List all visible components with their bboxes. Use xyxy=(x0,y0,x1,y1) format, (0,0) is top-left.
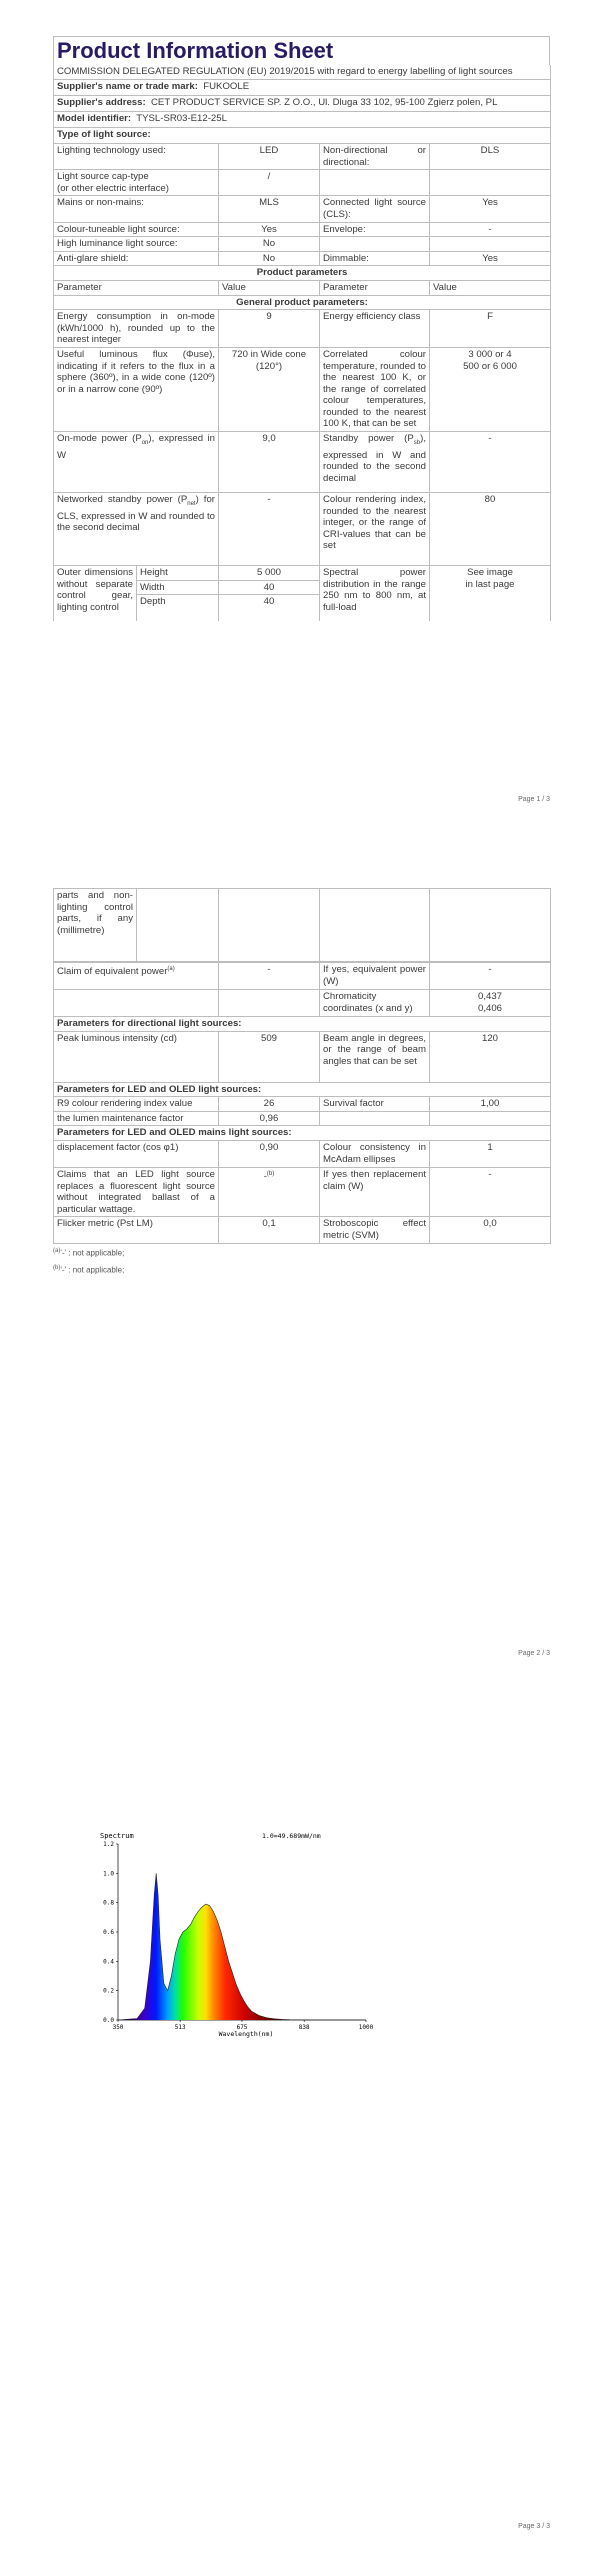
flicker-value: 0,1 xyxy=(219,1217,320,1244)
flux-label: Useful luminous flux (Φuse), indicating if it refers to the flux in a sphere (360º), in a wide cone (120º) or in a narrow cone (90º) xyxy=(54,347,219,431)
x-axis-label: Wavelength(nm) xyxy=(218,2030,274,2038)
if-yes-equiv-label: If yes, equivalent power (W) xyxy=(320,963,430,990)
directional-header: Parameters for directional light sources: xyxy=(54,1017,551,1032)
y-tick-label: 0.2 xyxy=(103,1987,114,1995)
led-oled-mains-header: Parameters for LED and OLED mains light sources: xyxy=(54,1126,551,1141)
cap-type-value: / xyxy=(219,170,320,196)
lumen-maint-value: 0,96 xyxy=(219,1111,320,1126)
cls-label: Connected light source (CLS): xyxy=(320,196,430,222)
footnote-a-sup: (a) xyxy=(53,1248,61,1255)
outer-dim-label: Outer dimensions without separate control gear, lighting control xyxy=(54,566,137,621)
chart-annotation: 1.0=49.689mW/nm xyxy=(262,1832,321,1840)
colour-consistency-value: 1 xyxy=(430,1140,551,1167)
if-yes-replacement-value: - xyxy=(430,1167,551,1216)
onmode-power-rest: ), expressed in W xyxy=(57,433,215,461)
efficiency-label: Energy efficiency class xyxy=(320,310,430,348)
footnote-b xyxy=(53,1261,550,1278)
cct-label: Correlated colour temperature, rounded to the nearest 100 K, or the range of correlated colour temperatures, rounded to the nearest 100 K, that can be set xyxy=(320,347,430,431)
page-2 xyxy=(0,888,603,1668)
dimension-table xyxy=(53,566,551,621)
page-1 xyxy=(0,0,603,820)
footnotes xyxy=(53,1244,550,1277)
net-standby-sub: net xyxy=(187,500,196,507)
spectral-value-1: See image xyxy=(467,567,513,579)
r9-value: 26 xyxy=(219,1097,320,1112)
spectral-value xyxy=(430,566,551,621)
chroma-empty xyxy=(54,990,219,1017)
chroma-y: 0,406 xyxy=(477,1002,502,1014)
cct-value-1: 3 000 or 4 xyxy=(468,348,512,360)
cap-type-line2: (or other electric interface) xyxy=(57,182,169,194)
continuation-table xyxy=(53,888,551,962)
col-parameter-1: Parameter xyxy=(54,280,219,295)
y-axis xyxy=(103,1841,118,2024)
stroboscopic-value: 0,0 xyxy=(430,1217,551,1244)
outer-dim-cont-empty-2 xyxy=(219,889,320,962)
r9-label: R9 colour rendering index value xyxy=(54,1097,219,1112)
x-tick-label: 838 xyxy=(298,2024,310,2031)
regulation-text: COMMISSION DELEGATED REGULATION (EU) 2019/2015 with regard to energy labelling of light sources xyxy=(54,65,551,80)
y-tick-label: 0.6 xyxy=(103,1929,114,1936)
displacement-value: 0,90 xyxy=(219,1140,320,1167)
chroma-empty-2 xyxy=(219,990,320,1017)
y-tick-label: 0.0 xyxy=(103,2017,114,2024)
width-label: Width xyxy=(137,580,219,595)
flux-value: 720 in Wide cone (120°) xyxy=(219,347,320,431)
depth-label: Depth xyxy=(137,595,219,622)
lumen-maint-empty-2 xyxy=(430,1111,551,1126)
page-1-content xyxy=(53,36,550,621)
cct-value xyxy=(430,347,551,431)
equiv-power-sup: (a) xyxy=(167,966,175,972)
chroma-x: 0,437 xyxy=(477,991,502,1002)
equiv-power-text: Claim of equivalent power xyxy=(57,966,168,978)
net-standby-text: Networked standby power (P xyxy=(57,494,188,506)
page-3 xyxy=(0,1780,603,2560)
spectral-label: Spectral power distribution in the range 250 nm to 800 nm, at full-load xyxy=(320,566,430,621)
high-luminance-label: High luminance light source: xyxy=(54,237,219,252)
lumen-maint-label: the lumen maintenance factor xyxy=(54,1111,219,1126)
survival-value: 1,00 xyxy=(430,1097,551,1112)
cap-type-line1: Light source cap-type xyxy=(57,171,149,183)
if-yes-equiv-value: - xyxy=(430,963,551,990)
footnote-a-text: '-' : not applicable; xyxy=(60,1249,125,1258)
standby-sub: sb xyxy=(413,439,421,446)
efficiency-value: F xyxy=(430,310,551,348)
spectrum-area xyxy=(118,1844,366,2020)
col-parameter-2: Parameter xyxy=(320,280,430,295)
x-tick-label: 513 xyxy=(174,2024,186,2031)
width-value: 40 xyxy=(219,580,320,595)
onmode-power-sub: on xyxy=(141,439,149,446)
outer-dim-cont-empty-4 xyxy=(430,889,551,962)
model-label: Model identifier: xyxy=(57,113,132,124)
y-tick-label: 0.8 xyxy=(103,1899,114,1907)
high-luminance-value: No xyxy=(219,237,320,252)
x-tick-label: 350 xyxy=(112,2024,124,2031)
x-tick-label: 1000 xyxy=(358,2024,374,2031)
address-label: Supplier's address: xyxy=(57,97,146,108)
displacement-label: displacement factor (cos φ1) xyxy=(54,1140,219,1167)
envelope-label: Envelope: xyxy=(320,222,430,237)
spectral-value-2: in last page xyxy=(465,578,515,590)
energy-value: 9 xyxy=(219,310,320,348)
equiv-power-value: - xyxy=(219,963,320,990)
footnote-b-sup: (b) xyxy=(53,1265,61,1271)
mains-value: MLS xyxy=(219,196,320,222)
standby-rest: ), expressed in W and rounded to the second decimal xyxy=(323,433,426,484)
supplier-row xyxy=(54,80,551,96)
beam-angle-label: Beam angle in degrees, or the range of beam angles that can be set xyxy=(320,1031,430,1082)
depth-value: 40 xyxy=(219,595,320,622)
claims-led-label: Claims that an LED light source replaces a fluorescent light source without integrated ballast of a particular wattage. xyxy=(54,1167,219,1216)
onmode-power-text: On-mode power (P xyxy=(57,433,142,445)
onmode-power-value: 9,0 xyxy=(219,432,320,493)
outer-dim-cont-empty-3 xyxy=(320,889,430,962)
height-label: Height xyxy=(137,566,219,580)
standby-value: - xyxy=(430,432,551,493)
y-tick-label: 1.0 xyxy=(103,1870,114,1878)
page-2-content xyxy=(53,888,550,1278)
lumen-maint-empty xyxy=(320,1111,430,1126)
page-2-table xyxy=(53,962,551,1244)
peak-intensity-label: Peak luminous intensity (cd) xyxy=(54,1031,219,1082)
address-value: CET PRODUCT SERVICE SP. Z O.O., Ul. Dluga 33 102, 95-100 Zgierz polen, PL xyxy=(151,97,498,108)
mains-label: Mains or non-mains: xyxy=(54,196,219,222)
envelope-value: - xyxy=(430,222,551,237)
net-standby-value: - xyxy=(219,493,320,566)
type-header: Type of light source: xyxy=(54,128,551,144)
survival-label: Survival factor xyxy=(320,1097,430,1112)
cap-type-empty xyxy=(320,170,430,196)
chromaticity-value xyxy=(430,990,551,1017)
cri-label: Colour rendering index, rounded to the nearest integer, or the range of CRI-values that can be set xyxy=(320,493,430,566)
high-luminance-empty-2 xyxy=(430,237,551,252)
footnote-a xyxy=(53,1244,550,1261)
colour-tuneable-value: Yes xyxy=(219,222,320,237)
y-tick-label: 1.2 xyxy=(103,1841,114,1848)
height-value: 5 000 xyxy=(219,566,320,580)
if-yes-replacement-label: If yes then replacement claim (W) xyxy=(320,1167,430,1216)
cap-type-label xyxy=(54,170,219,196)
dimmable-value: Yes xyxy=(430,251,551,266)
flicker-label: Flicker metric (Pst LM) xyxy=(54,1217,219,1244)
product-parameters-header: Product parameters xyxy=(54,266,551,281)
peak-intensity-value: 509 xyxy=(219,1031,320,1082)
chart-title: Spectrum xyxy=(100,1832,134,1840)
anti-glare-value: No xyxy=(219,251,320,266)
net-standby-label xyxy=(54,493,219,566)
claims-led-sup: (b) xyxy=(266,1170,275,1177)
anti-glare-label: Anti-glare shield: xyxy=(54,251,219,266)
onmode-power-label xyxy=(54,432,219,493)
dimmable-label: Dimmable: xyxy=(320,251,430,266)
footnote-b-text: '-' : not applicable; xyxy=(60,1265,125,1275)
standby-label xyxy=(320,432,430,493)
x-tick-label: 675 xyxy=(236,2024,248,2031)
led-oled-header: Parameters for LED and OLED light sources: xyxy=(54,1082,551,1097)
cls-value: Yes xyxy=(430,196,551,222)
high-luminance-empty xyxy=(320,237,430,252)
lighting-tech-value: LED xyxy=(219,144,320,170)
col-value-2: Value xyxy=(430,280,551,295)
stroboscopic-label: Stroboscopic effect metric (SVM) xyxy=(320,1217,430,1244)
supplier-label: Supplier's name or trade mark: xyxy=(57,81,198,92)
col-value-1: Value xyxy=(219,280,320,295)
claims-led-value xyxy=(219,1167,320,1216)
cap-type-empty-2 xyxy=(430,170,551,196)
supplier-value: FUKOOLE xyxy=(203,81,250,92)
address-row xyxy=(54,96,551,112)
info-table xyxy=(53,65,551,566)
y-tick-label: 0.4 xyxy=(103,1958,114,1966)
outer-dim-cont-empty xyxy=(137,889,219,962)
equiv-power-label xyxy=(54,963,219,990)
lighting-tech-label: Lighting technology used: xyxy=(54,144,219,170)
non-directional-label: Non-directional or directional: xyxy=(320,144,430,170)
outer-dim-cont-label: parts and non-lighting control parts, if any (millimetre) xyxy=(54,889,137,962)
page-number-2: Page 2 / 3 xyxy=(518,1650,550,1657)
cct-value-2: 500 or 6 000 xyxy=(463,360,517,372)
standby-text: Standby power (P xyxy=(323,433,414,445)
beam-angle-value: 120 xyxy=(430,1031,551,1082)
page-number-1: Page 1 / 3 xyxy=(518,796,550,803)
spectrum-chart xyxy=(96,1830,396,2040)
general-parameters-header: General product parameters: xyxy=(54,295,551,310)
cri-value: 80 xyxy=(430,493,551,566)
model-value: TYSL-SR03-E12-25L xyxy=(136,113,227,124)
chromaticity-label: Chromaticity coordinates (x and y) xyxy=(320,990,430,1017)
page-title: Product Information Sheet xyxy=(53,36,550,65)
non-directional-value: DLS xyxy=(430,144,551,170)
colour-tuneable-label: Colour-tuneable light source: xyxy=(54,222,219,237)
model-row xyxy=(54,112,551,128)
page-number-3: Page 3 / 3 xyxy=(518,2523,550,2530)
claims-led-dash: - xyxy=(263,1171,267,1183)
net-standby-rest: ) for CLS, expressed in W and rounded to the second decimal xyxy=(57,494,215,534)
energy-label: Energy consumption in on-mode (kWh/1000 h), rounded up to the nearest integer xyxy=(54,310,219,348)
colour-consistency-label: Colour consistency in McAdam ellipses xyxy=(320,1140,430,1167)
